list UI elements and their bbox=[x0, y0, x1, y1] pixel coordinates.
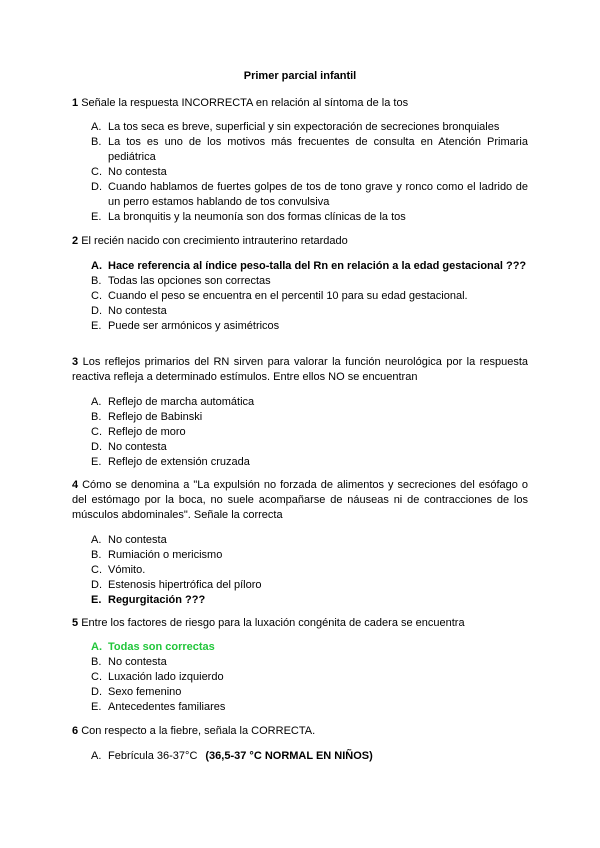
question-1-options bbox=[72, 120, 528, 225]
option-a: A. Febrícula 36-37°C (36,5-37 °C NORMAL EN NIÑOS) bbox=[91, 750, 373, 762]
option-d: D. No contesta bbox=[91, 305, 167, 317]
answer-note: (36,5-37 °C NORMAL EN NIÑOS) bbox=[205, 750, 373, 762]
question-4-options bbox=[72, 533, 528, 608]
question-text: Señale la respuesta INCORRECTA en relación al síntoma de la tos bbox=[81, 97, 409, 109]
option-c: C. Cuando el peso se encuentra en el percentil 10 para su edad gestacional. bbox=[91, 290, 468, 302]
option-d: D. Estenosis hipertrófica del píloro bbox=[91, 579, 262, 591]
option-e: E. La bronquitis y la neumonía son dos formas clínicas de la tos bbox=[91, 211, 406, 223]
option-a: A. La tos seca es breve, superficial y sin expectoración de secreciones bronquiales bbox=[91, 121, 500, 133]
question-number: 2 bbox=[72, 235, 79, 247]
question-text: Entre los factores de riesgo para la luxación congénita de cadera se encuentra bbox=[81, 617, 465, 629]
option-d: D. Sexo femenino bbox=[91, 686, 182, 698]
question-text: Los reflejos primarios del RN sirven para valorar la función neurológica por la respuesta reactiva refleja a determinado estímulos. Entre ellos NO se encuentran bbox=[72, 356, 528, 383]
question-3-options bbox=[72, 395, 528, 470]
option-d: D. Cuando hablamos de fuertes golpes de tos de tono grave y ronco como el ladrido de un perro estamos hablando de tos convulsiva bbox=[91, 181, 528, 208]
option-b: B. La tos es uno de los motivos más frecuentes de consulta en Atención Primaria pediátrica bbox=[91, 136, 528, 163]
option-c: C. Reflejo de moro bbox=[91, 426, 186, 438]
option-c: C. Vómito. bbox=[91, 564, 146, 576]
option-e: E. Puede ser armónicos y asimétricos bbox=[91, 320, 280, 332]
option-a: A. No contesta bbox=[91, 534, 167, 546]
option-a: A. Todas son correctas bbox=[91, 641, 215, 653]
option-e: E. Regurgitación ??? bbox=[91, 594, 206, 606]
question-number: 4 bbox=[72, 479, 79, 491]
document-title: Primer parcial infantil bbox=[243, 70, 357, 82]
question-5-options bbox=[72, 640, 528, 715]
question-1 bbox=[72, 96, 528, 111]
question-3 bbox=[72, 355, 528, 385]
option-a: A. Reflejo de marcha automática bbox=[91, 396, 255, 408]
option-e: E. Reflejo de extensión cruzada bbox=[91, 456, 250, 468]
option-c: C. No contesta bbox=[91, 166, 167, 178]
question-4 bbox=[72, 478, 528, 523]
question-text: Cómo se denomina a "La expulsión no forzada de alimentos y secreciones del esófago o del estómago por la boca, no suele acompañarse de náuseas ni de contracciones de los músculos abdominales". Señale la correcta bbox=[72, 479, 528, 521]
option-e: E. Antecedentes familiares bbox=[91, 701, 226, 713]
question-6 bbox=[72, 724, 528, 739]
question-5 bbox=[72, 616, 528, 631]
question-number: 1 bbox=[72, 97, 79, 109]
question-2 bbox=[72, 234, 528, 249]
option-b: B. Reflejo de Babinski bbox=[91, 411, 203, 423]
option-b: B. Todas las opciones son correctas bbox=[91, 275, 271, 287]
question-number: 6 bbox=[72, 725, 79, 737]
option-c: C. Luxación lado izquierdo bbox=[91, 671, 224, 683]
option-b: B. No contesta bbox=[91, 656, 167, 668]
option-d: D. No contesta bbox=[91, 441, 167, 453]
question-text: Con respecto a la fiebre, señala la CORRECTA. bbox=[81, 725, 316, 737]
question-number: 5 bbox=[72, 617, 79, 629]
question-6-options bbox=[72, 749, 528, 764]
question-text: El recién nacido con crecimiento intrauterino retardado bbox=[81, 235, 348, 247]
option-b: B. Rumiación o mericismo bbox=[91, 549, 223, 561]
question-number: 3 bbox=[72, 356, 79, 368]
question-2-options bbox=[72, 259, 528, 334]
option-a: A. Hace referencia al índice peso-talla del Rn en relación a la edad gestacional ??? bbox=[91, 260, 527, 272]
